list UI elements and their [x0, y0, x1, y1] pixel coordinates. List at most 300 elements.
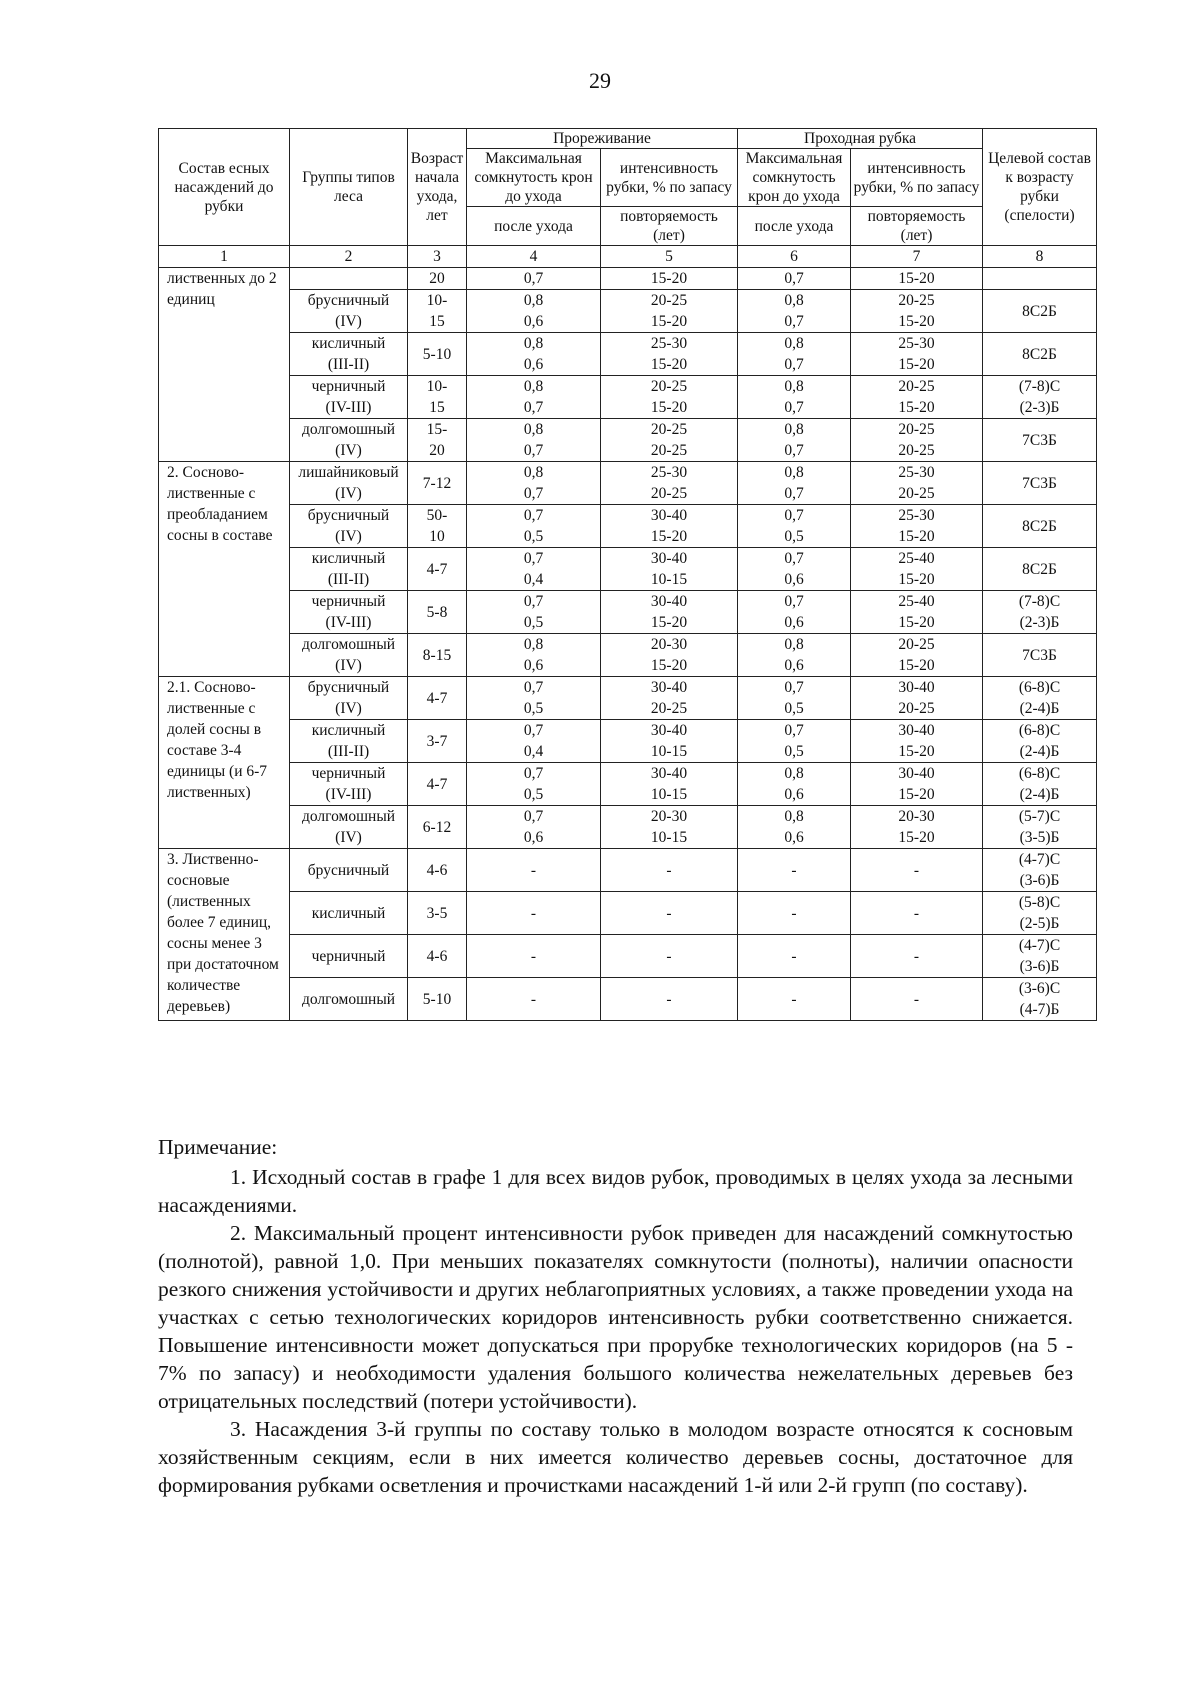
cell-line: (2-3)Б	[1019, 399, 1060, 416]
cell-line: -	[666, 861, 672, 879]
cell-line: (IV-III)	[325, 786, 372, 803]
cell-line: -	[666, 904, 672, 922]
cell-line: 0,7	[784, 442, 804, 459]
value-cell	[467, 935, 601, 978]
table-row	[159, 806, 1097, 849]
value-cell	[851, 419, 983, 462]
cell-line: 20-25	[898, 485, 935, 502]
cell-line: 25-30	[898, 335, 935, 352]
value-cell	[851, 634, 983, 677]
target-composition-cell	[983, 333, 1097, 376]
cell-line: долгомошный	[301, 636, 396, 653]
cell-line: (2-4)Б	[1019, 743, 1060, 760]
cell-line: 0,8	[784, 378, 804, 395]
target-composition-cell	[983, 720, 1097, 763]
cell-line: брусничный	[307, 292, 390, 309]
cell-line: 0,6	[784, 657, 804, 674]
value-cell	[851, 591, 983, 634]
age-cell	[408, 419, 467, 462]
cell-line: 15-20	[898, 313, 935, 330]
cell-line: 20-25	[898, 292, 935, 309]
cell-line: долгомошный	[301, 808, 396, 825]
cell-line: 10-	[426, 378, 448, 395]
value-cell	[738, 634, 851, 677]
cell-line: 25-40	[898, 550, 935, 567]
cell-line: 20-30	[650, 808, 688, 825]
cell-line: черничный	[311, 593, 386, 610]
cell-line: 0,7	[523, 679, 544, 696]
cell-line: кисличный	[311, 904, 386, 922]
age-cell	[408, 806, 467, 849]
cell-line: 0,6	[523, 313, 544, 330]
age-cell	[408, 763, 467, 806]
value-cell	[467, 505, 601, 548]
value-cell	[738, 376, 851, 419]
cell-line: 20-25	[650, 700, 688, 717]
value-cell	[467, 677, 601, 720]
table-row	[159, 591, 1097, 634]
cell-line: 0,8	[784, 808, 804, 825]
cell-line: 15-20	[898, 614, 935, 631]
table-row	[159, 892, 1097, 935]
header-repeat: повторяемость (лет)	[601, 207, 738, 246]
target-composition-cell	[983, 677, 1097, 720]
cell-line: 15-20	[898, 657, 935, 674]
cell-line: 30-40	[650, 765, 688, 782]
cell-line: (3-6)Б	[1019, 958, 1060, 975]
cell-line: (IV)	[335, 657, 362, 674]
column-number: 7	[851, 246, 983, 268]
cell-line: (6-8)С	[1018, 679, 1061, 696]
cell-line: 20-30	[898, 808, 935, 825]
cell-line: 0,8	[523, 421, 544, 438]
composition-cell: 2. Сосново-лиственные с преобладанием сосны в составе	[159, 462, 290, 677]
cell-line: 4-7	[426, 689, 448, 707]
cell-line: (6-8)С	[1018, 765, 1061, 782]
table-row	[159, 978, 1097, 1021]
column-number: 2	[290, 246, 408, 268]
value-cell	[601, 333, 738, 376]
cell-line: (3-6)Б	[1019, 872, 1060, 889]
cell-line: 7С3Б	[1022, 646, 1057, 664]
table-row	[159, 419, 1097, 462]
cell-line: (IV-III)	[325, 614, 372, 631]
age-cell	[408, 892, 467, 935]
value-cell	[601, 978, 738, 1021]
age-cell	[408, 505, 467, 548]
table-row	[159, 720, 1097, 763]
cell-line: -	[791, 947, 797, 965]
forest-type-cell	[290, 763, 408, 806]
cell-line: (2-3)Б	[1019, 614, 1060, 631]
cell-line: 15-20	[898, 743, 935, 760]
page-number: 29	[589, 68, 611, 93]
cell-line: 0,8	[523, 464, 544, 481]
cell-line: 0,7	[784, 507, 804, 524]
cell-line: (III-II)	[327, 571, 370, 588]
value-cell	[738, 935, 851, 978]
cell-line: 10-15	[650, 743, 688, 760]
cell-line: 15-20	[898, 571, 935, 588]
age-cell	[408, 634, 467, 677]
cell-line: 0,7	[523, 442, 544, 459]
note-item: 2. Максимальный процент интенсивности рубок приведен для насаждений сомкнутостью (полнотой), равной 1,0. При меньших показателях сомкнутости (полноты), наличии опасности резкого снижения устойчивости и других неблагоприятных условиях, а также проведении ухода на участках с сетью технологических коридоров интенсивность рубки соответственно снижается. Повышение интенсивности может допускаться при прорубке технологических коридоров (на 5 - 7% по запасу) и необходимости удаления большого количества нежелательных деревьев без отрицательных последствий (потери устойчивости).	[158, 1221, 1073, 1413]
age-cell	[408, 333, 467, 376]
cell-line: 0,5	[523, 614, 544, 631]
forest-type-cell	[290, 849, 408, 892]
table-row	[159, 763, 1097, 806]
target-composition-cell	[983, 892, 1097, 935]
cell-line: (4-7)Б	[1019, 1001, 1060, 1018]
cell-line: 4-6	[426, 947, 448, 965]
cell-line: 0,4	[523, 571, 544, 588]
cell-line: 10-15	[650, 829, 688, 846]
cell-line: (5-7)С	[1018, 808, 1061, 825]
cell-line: 15-20	[898, 829, 935, 846]
header-after-care: после ухода	[467, 207, 601, 246]
value-cell	[851, 763, 983, 806]
cell-line: (III-II)	[327, 743, 370, 760]
age-cell	[408, 720, 467, 763]
cell-line: 25-30	[898, 464, 935, 481]
cell-line: 0,5	[784, 700, 804, 717]
value-cell	[851, 892, 983, 935]
cell-line: 0,7	[523, 808, 544, 825]
value-cell	[738, 720, 851, 763]
value-cell	[851, 333, 983, 376]
cell-line: 8С2Б	[1022, 302, 1057, 320]
cell-line: 0,7	[784, 550, 804, 567]
cell-line: 4-6	[426, 861, 448, 879]
column-number: 3	[408, 246, 467, 268]
cell-line: 15-20	[898, 528, 935, 545]
cell-line: 10-15	[650, 786, 688, 803]
value-cell	[738, 763, 851, 806]
cell-line: 15	[429, 399, 445, 416]
value-cell: 0,7	[738, 268, 851, 290]
header-max-closeness: Максимальная сомкнутость крон до ухода	[738, 149, 851, 207]
cell-line: 0,7	[523, 765, 544, 782]
cell-line: 0,5	[784, 528, 804, 545]
cell-line: 0,7	[784, 593, 804, 610]
value-cell	[601, 505, 738, 548]
cell-line: -	[791, 990, 797, 1008]
cell-line: -	[913, 947, 920, 965]
note-item: 3. Насаждения 3-й группы по составу только в молодом возрасте относятся к сосновым хозяйственным секциям, если в них имеется количество деревьев сосны, достаточное для формирования рубками осветления и прочистками насаждений 1-й или 2-й групп (по составу).	[158, 1417, 1073, 1497]
column-number: 1	[159, 246, 290, 268]
value-cell	[738, 849, 851, 892]
value-cell	[467, 333, 601, 376]
cell-line: 8-15	[422, 646, 452, 664]
value-cell	[467, 591, 601, 634]
value-cell	[601, 376, 738, 419]
cell-line: кисличный	[311, 722, 386, 739]
table-row	[159, 268, 1097, 290]
cell-line: черничный	[311, 378, 386, 395]
column-number: 4	[467, 246, 601, 268]
cell-line: 0,8	[784, 292, 804, 309]
value-cell	[851, 935, 983, 978]
target-composition-cell	[983, 419, 1097, 462]
target-composition-cell	[983, 462, 1097, 505]
target-composition-cell	[983, 268, 1097, 290]
cell-line: 10-15	[650, 571, 688, 588]
cell-line: кисличный	[311, 335, 386, 352]
value-cell	[601, 892, 738, 935]
value-cell	[601, 591, 738, 634]
cell-line: 0,5	[523, 786, 544, 803]
column-number: 6	[738, 246, 851, 268]
value-cell	[467, 763, 601, 806]
cell-line: 0,8	[523, 378, 544, 395]
header-forest-types: Группы типов леса	[290, 129, 408, 246]
cell-line: 0,8	[784, 636, 804, 653]
cell-line: 3-5	[426, 904, 448, 922]
value-cell	[738, 505, 851, 548]
composition-cell: 2.1. Сосново-лиственные с долей сосны в составе 3-4 единицы (и 6-7 лиственных)	[159, 677, 290, 849]
value-cell	[467, 376, 601, 419]
forest-type-cell	[290, 376, 408, 419]
cell-line: долгомошный	[301, 421, 396, 438]
cell-line: 0,8	[784, 421, 804, 438]
age-cell	[408, 548, 467, 591]
value-cell	[738, 806, 851, 849]
age-cell	[408, 978, 467, 1021]
cell-line: 20-25	[650, 485, 688, 502]
value-cell	[738, 290, 851, 333]
forest-type-cell	[290, 462, 408, 505]
header-target-composition: Целевой состав к возрасту рубки (спелости)	[983, 129, 1097, 246]
note-item: 1. Исходный состав в графе 1 для всех видов рубок, проводимых в целях ухода за лесными насаждениями.	[158, 1165, 1073, 1217]
cell-line: 15-	[426, 421, 448, 438]
cell-line: 15-20	[650, 614, 688, 631]
cell-line: 20-25	[898, 442, 935, 459]
composition-cell: 3. Лиственно-сосновые (лиственных более 7 единиц, сосны менее 3 при достаточном количестве деревьев)	[159, 849, 290, 1021]
target-composition-cell	[983, 505, 1097, 548]
cell-line: 0,7	[523, 507, 544, 524]
value-cell	[467, 290, 601, 333]
cell-line: 7С3Б	[1022, 474, 1057, 492]
cell-line: 5-8	[426, 603, 448, 621]
table-row	[159, 849, 1097, 892]
cell-line: 10-	[426, 292, 448, 309]
value-cell	[851, 376, 983, 419]
value-cell	[601, 677, 738, 720]
cell-line: -	[791, 861, 797, 879]
value-cell	[467, 849, 601, 892]
age-cell	[408, 591, 467, 634]
table-row	[159, 333, 1097, 376]
cell-line: 20-25	[898, 421, 935, 438]
cell-line: 30-40	[650, 550, 688, 567]
cell-line: долгомошный	[301, 990, 396, 1008]
cell-line: 20-25	[898, 700, 935, 717]
forest-type-cell	[290, 978, 408, 1021]
value-cell	[467, 419, 601, 462]
cell-line: черничный	[311, 947, 386, 965]
cell-line: (2-5)Б	[1019, 915, 1060, 932]
cell-line: 20-25	[898, 378, 935, 395]
age-cell: 20	[408, 268, 467, 290]
value-cell	[738, 677, 851, 720]
cell-line: (5-8)С	[1018, 894, 1061, 911]
value-cell	[738, 548, 851, 591]
value-cell	[601, 763, 738, 806]
cell-line: 0,7	[784, 313, 804, 330]
value-cell	[738, 419, 851, 462]
header-after-care: после ухода	[738, 207, 851, 246]
forest-type-cell	[290, 591, 408, 634]
forest-care-table	[158, 128, 1097, 1021]
cell-line: -	[913, 861, 920, 879]
table-row	[159, 290, 1097, 333]
age-cell	[408, 849, 467, 892]
cell-line: 0,7	[523, 485, 544, 502]
age-cell	[408, 376, 467, 419]
cell-line: -	[913, 904, 920, 922]
cell-line: 0,7	[784, 722, 804, 739]
cell-line: брусничный	[307, 861, 390, 879]
cell-line: 0,7	[523, 722, 544, 739]
cell-line: 0,7	[784, 679, 804, 696]
cell-line: 5-10	[422, 990, 452, 1008]
value-cell	[601, 290, 738, 333]
cell-line: 0,8	[523, 636, 544, 653]
cell-line: (3-5)Б	[1019, 829, 1060, 846]
cell-line: 15-20	[898, 356, 935, 373]
header-composition: Состав есных насаждений до рубки	[159, 129, 290, 246]
cell-line: 0,8	[784, 765, 804, 782]
cell-line: 0,7	[523, 550, 544, 567]
target-composition-cell	[983, 548, 1097, 591]
value-cell	[467, 978, 601, 1021]
cell-line: 0,6	[523, 829, 544, 846]
age-cell	[408, 677, 467, 720]
cell-line: 30-40	[898, 722, 935, 739]
forest-type-cell	[290, 505, 408, 548]
cell-line: 25-30	[650, 335, 688, 352]
cell-line: 10	[429, 528, 445, 545]
cell-line: 15-20	[650, 313, 688, 330]
forest-type-cell	[290, 720, 408, 763]
cell-line: -	[530, 990, 537, 1008]
cell-line: 20-25	[650, 378, 688, 395]
target-composition-cell	[983, 935, 1097, 978]
cell-line: 4-7	[426, 560, 448, 578]
cell-line: -	[913, 990, 920, 1008]
cell-line: 50-	[426, 507, 448, 524]
cell-line: 20-30	[650, 636, 688, 653]
cell-line: 20-25	[650, 421, 688, 438]
cell-line: 30-40	[650, 722, 688, 739]
table-row	[159, 935, 1097, 978]
column-numbers-row	[159, 246, 1097, 268]
cell-line: 20-25	[650, 292, 688, 309]
header-max-closeness: Максимальная сомкнутость крон до ухода	[467, 149, 601, 207]
cell-line: 0,4	[523, 743, 544, 760]
cell-line: 0,7	[523, 593, 544, 610]
cell-line: 8С2Б	[1022, 345, 1057, 363]
cell-line: 15	[429, 313, 445, 330]
cell-line: -	[666, 990, 672, 1008]
cell-line: 8С2Б	[1022, 560, 1057, 578]
header-intensity: интенсивность рубки, % по запасу	[601, 149, 738, 207]
forest-type-cell	[290, 419, 408, 462]
cell-line: -	[791, 904, 797, 922]
cell-line: 0,6	[784, 829, 804, 846]
notes-title: Примечание:	[158, 1135, 278, 1159]
value-cell	[467, 462, 601, 505]
value-cell	[851, 720, 983, 763]
cell-line: 0,8	[523, 292, 544, 309]
cell-line: 0,8	[784, 464, 804, 481]
cell-line: 0,8	[523, 335, 544, 352]
cell-line: -	[530, 904, 537, 922]
target-composition-cell	[983, 978, 1097, 1021]
table-row	[159, 505, 1097, 548]
cell-line: 7С3Б	[1022, 431, 1057, 449]
cell-line: 25-30	[650, 464, 688, 481]
forest-type-cell	[290, 935, 408, 978]
target-composition-cell	[983, 763, 1097, 806]
cell-line: 0,8	[784, 335, 804, 352]
cell-line: 15-20	[898, 786, 935, 803]
forest-type-cell	[290, 268, 408, 290]
value-cell	[851, 677, 983, 720]
cell-line: 15-20	[650, 528, 688, 545]
cell-line: лишайниковый	[298, 464, 399, 481]
cell-line: 0,6	[784, 786, 804, 803]
forest-type-cell	[290, 892, 408, 935]
cell-line: 30-40	[898, 679, 935, 696]
cell-line: 0,6	[523, 356, 544, 373]
cell-line: (3-6)С	[1018, 980, 1061, 997]
forest-type-cell	[290, 333, 408, 376]
table-row	[159, 376, 1097, 419]
cell-line: 6-12	[422, 818, 452, 836]
cell-line: 15-20	[650, 356, 688, 373]
value-cell	[851, 849, 983, 892]
value-cell	[738, 892, 851, 935]
cell-line: 0,7	[784, 399, 804, 416]
cell-line: 3-7	[426, 732, 448, 750]
value-cell	[601, 720, 738, 763]
value-cell	[738, 978, 851, 1021]
cell-line: 0,5	[523, 700, 544, 717]
cell-line: (IV)	[335, 313, 362, 330]
header-intensity: интенсивность рубки, % по запасу	[851, 149, 983, 207]
value-cell: 15-20	[851, 268, 983, 290]
value-cell	[467, 634, 601, 677]
cell-line: 30-40	[650, 593, 688, 610]
value-cell	[851, 505, 983, 548]
value-cell	[467, 806, 601, 849]
value-cell	[601, 462, 738, 505]
value-cell	[467, 892, 601, 935]
cell-line: 8С2Б	[1022, 517, 1057, 535]
composition-cell: лиственных до 2 единиц	[159, 268, 290, 462]
cell-line: 0,6	[784, 614, 804, 631]
value-cell	[601, 806, 738, 849]
cell-line: брусничный	[307, 679, 390, 696]
target-composition-cell	[983, 376, 1097, 419]
value-cell	[467, 720, 601, 763]
value-cell	[467, 548, 601, 591]
cell-line: кисличный	[311, 550, 386, 567]
cell-line: 25-40	[898, 593, 935, 610]
cell-line: 30-40	[650, 507, 688, 524]
cell-line: (III-II)	[327, 356, 370, 373]
